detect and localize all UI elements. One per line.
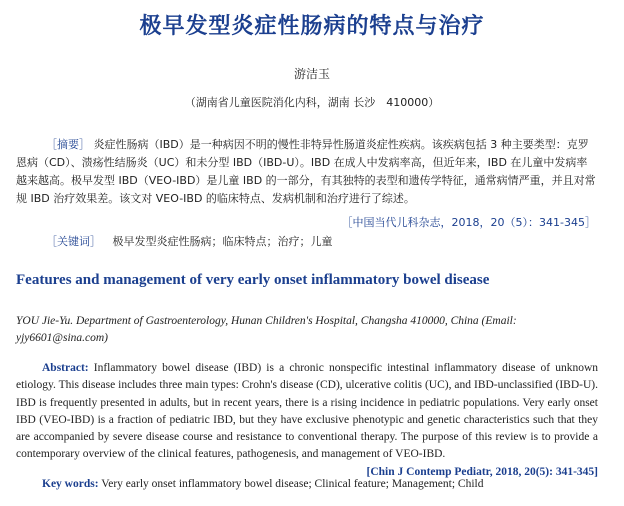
chinese-abstract-label: ［摘要］ [46,138,90,151]
english-author-line: YOU Jie-Yu. Department of Gastroenterology, Hunan Children's Hospital, Changsha 410000, China (Email: yjy6601@sina.com) [16,315,517,344]
chinese-abstract [16,136,596,208]
english-abstract [16,360,598,481]
english-keywords-label: Key words: [42,478,99,490]
english-keywords [42,478,483,490]
chinese-keywords-text: 极早发型炎症性肠病；临床特点；治疗；儿童 [112,235,333,248]
chinese-affiliation: （湖南省儿童医院消化内科，湖南 长沙 410000） [184,96,440,109]
english-title: Features and management of very early onset inflammatory bowel disease [16,272,490,288]
english-keywords-text: Very early onset inflammatory bowel disease; Clinical feature; Management; Child [101,478,484,490]
english-abstract-label: Abstract: [42,362,89,374]
chinese-citation: ［中国当代儿科杂志，2018，20（5）：341-345］ [341,216,596,229]
english-citation: [Chin J Contemp Pediatr, 2018, 20(5): 341-345] [366,465,598,478]
chinese-keywords [46,233,333,249]
chinese-title: 极早发型炎症性肠病的特点与治疗 [139,13,485,39]
chinese-author: 游洁玉 [293,67,330,81]
english-abstract-text: Inflammatory bowel disease (IBD) is a chronic nonspecific intestinal inflammatory disease of unknown etiology. This disease includes three main types: Crohn's disease (CD), ulcerative colitis (UC), and IBD-unclassified (IBD-U). IBD is frequently presented in adults, but in recent years, there is a rising incidence in pediatric populations. Very early onset IBD (VEO-IBD) is a fraction of pediatric IBD, but they have exclusive phenotypic and genetic characteristics such that they are accompanied by severe disease course and resistance to conventional therapy. The purpose of this review is to provide a contemporary overview of the clinical features, pathogenesis, and management of VEO-IBD. [16,362,598,461]
chinese-keywords-label: ［关键词］ [46,235,101,248]
chinese-abstract-text: 炎症性肠病（IBD）是一种病因不明的慢性非特异性肠道炎症性疾病。该疾病包括 3 种主要类型：克罗恩病（CD）、溃疡性结肠炎（UC）和未分型 IBD（IBD-U）。IBD 在成人中发病率高，但近年来，IBD 在儿童中发病率越来越高。极早发型 IBD（VEO-IBD）是儿童 IBD 的一部分，有其独特的表型和遗传学特征，通常病情严重，并且对常规 IBD 治疗效果差。该文对 VEO-IBD 的临床特点、发病机制和治疗进行了综述。 [16,138,596,205]
